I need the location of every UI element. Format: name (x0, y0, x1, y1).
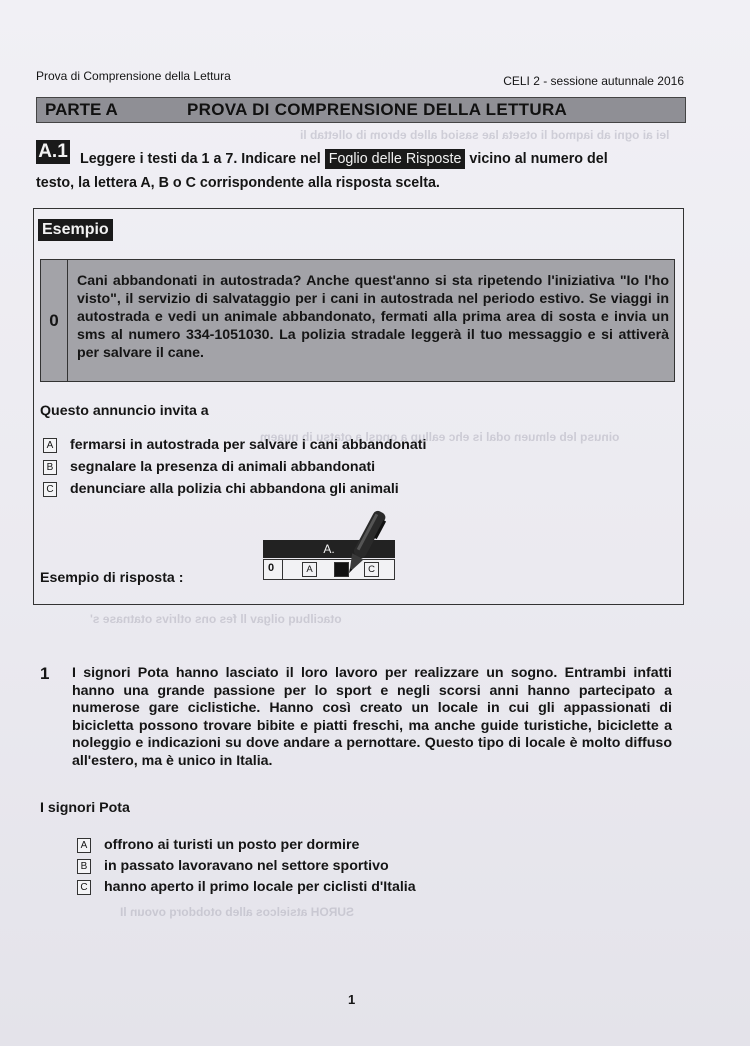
example-option-b[interactable] (43, 459, 375, 475)
answer-cell-a[interactable]: A (302, 562, 317, 577)
example-text: Cani abbandonati in autostrada? Anche quest'anno si sta ripetendo l'iniziativa "Io l'ho visto", il servizio di salvataggio per i cani in autostrada nel periodo estivo. Se viaggi in autostrada e vedi un animale abbandonato, fermati alla prima area di sosta e invia un sms al numero 334-1051030. La polizia stradale leggerà il tuo messaggio e si attiverà per salvare il cane. (77, 273, 669, 361)
answer-example-label: Esempio di risposta : (40, 570, 184, 586)
option-text: hanno aperto il primo locale per ciclisti d'Italia (104, 879, 416, 895)
item-option-c[interactable] (77, 879, 416, 895)
example-number: 0 (41, 260, 68, 381)
option-letter-box: A (77, 838, 91, 853)
show-through-text: lei ai ogni ab iaqmod li otseta lae sasiod alleb ebrom ib ollettab li (300, 128, 670, 142)
answer-grid-header: A. (263, 540, 395, 558)
option-text: in passato lavoravano nel settore sportivo (104, 858, 389, 874)
page-number: 1 (348, 992, 356, 1007)
example-text-box (40, 259, 675, 382)
answer-cell-c[interactable]: C (364, 562, 379, 577)
show-through-text: otacilbuq oilgav ll fes ons otlrivs otatnase s' (90, 612, 342, 626)
option-text: offrono ai turisti un posto per dormire (104, 837, 360, 853)
option-letter-box: B (77, 859, 91, 874)
option-text: segnalare la presenza di animali abbandonati (70, 459, 376, 475)
item-text: I signori Pota hanno lasciato il loro lavoro per realizzare un sogno. Entrambi infatti hanno una grande passione per lo sport e negli scorsi anni hanno partecipato a numerose gare ciclistiche. Hanno così creato un locale in cui gli appassionati di bicicletta possono trovare bibite e piatti freschi, ma anche guide turistiche, biciclette a noleggio e indicazioni su dove andare a pernottare. Questo tipo di locale è molto diffuso all'estero, ma è unico in Italia. (72, 665, 672, 769)
show-through-text: SUROH atsielcos alleb otobdorq ovoun lI (120, 905, 355, 919)
section-bar (36, 97, 686, 123)
item-option-b[interactable] (77, 858, 389, 874)
example-question: Questo annuncio invita a (40, 403, 209, 419)
option-text: denunciare alla polizia chi abbandona gli animali (70, 481, 399, 497)
example-option-a[interactable] (43, 437, 426, 453)
answer-grid-divider (282, 560, 283, 579)
pen-icon (340, 506, 390, 578)
item-number: 1 (40, 664, 50, 683)
option-letter-box: C (77, 880, 91, 895)
instruction-text: Leggere i testi da 1 a 7. Indicare nel (80, 151, 325, 167)
instruction-text-line2: testo, la lettera A, B o C corrispondente alla risposta scelta. (36, 175, 440, 191)
item-option-a[interactable] (77, 837, 359, 853)
answer-grid-number: 0 (268, 562, 275, 574)
section-label: PARTE A (45, 100, 118, 119)
header-right: CELI 2 - sessione autunnale 2016 (503, 74, 684, 88)
option-letter-box: B (43, 460, 57, 475)
option-text: fermarsi in autostrada per salvare i cani abbandonati (70, 437, 427, 453)
header-left: Prova di Comprensione della Lettura (36, 69, 231, 83)
section-title: PROVA DI COMPRENSIONE DELLA LETTURA (187, 100, 568, 119)
item-question: I signori Pota (40, 800, 130, 816)
answer-sheet-highlight: Foglio delle Risposte (325, 149, 466, 169)
show-through-text: oinusq leb elmuen odal is ehc eallup a ongsl a otatsu ib nuaem (260, 430, 620, 444)
option-letter-box: A (43, 438, 57, 453)
option-letter-box: C (43, 482, 57, 497)
example-badge: Esempio (38, 219, 113, 241)
task-badge: A.1 (36, 140, 70, 164)
example-option-c[interactable] (43, 481, 399, 497)
instruction-text: vicino al numero del (465, 151, 608, 167)
